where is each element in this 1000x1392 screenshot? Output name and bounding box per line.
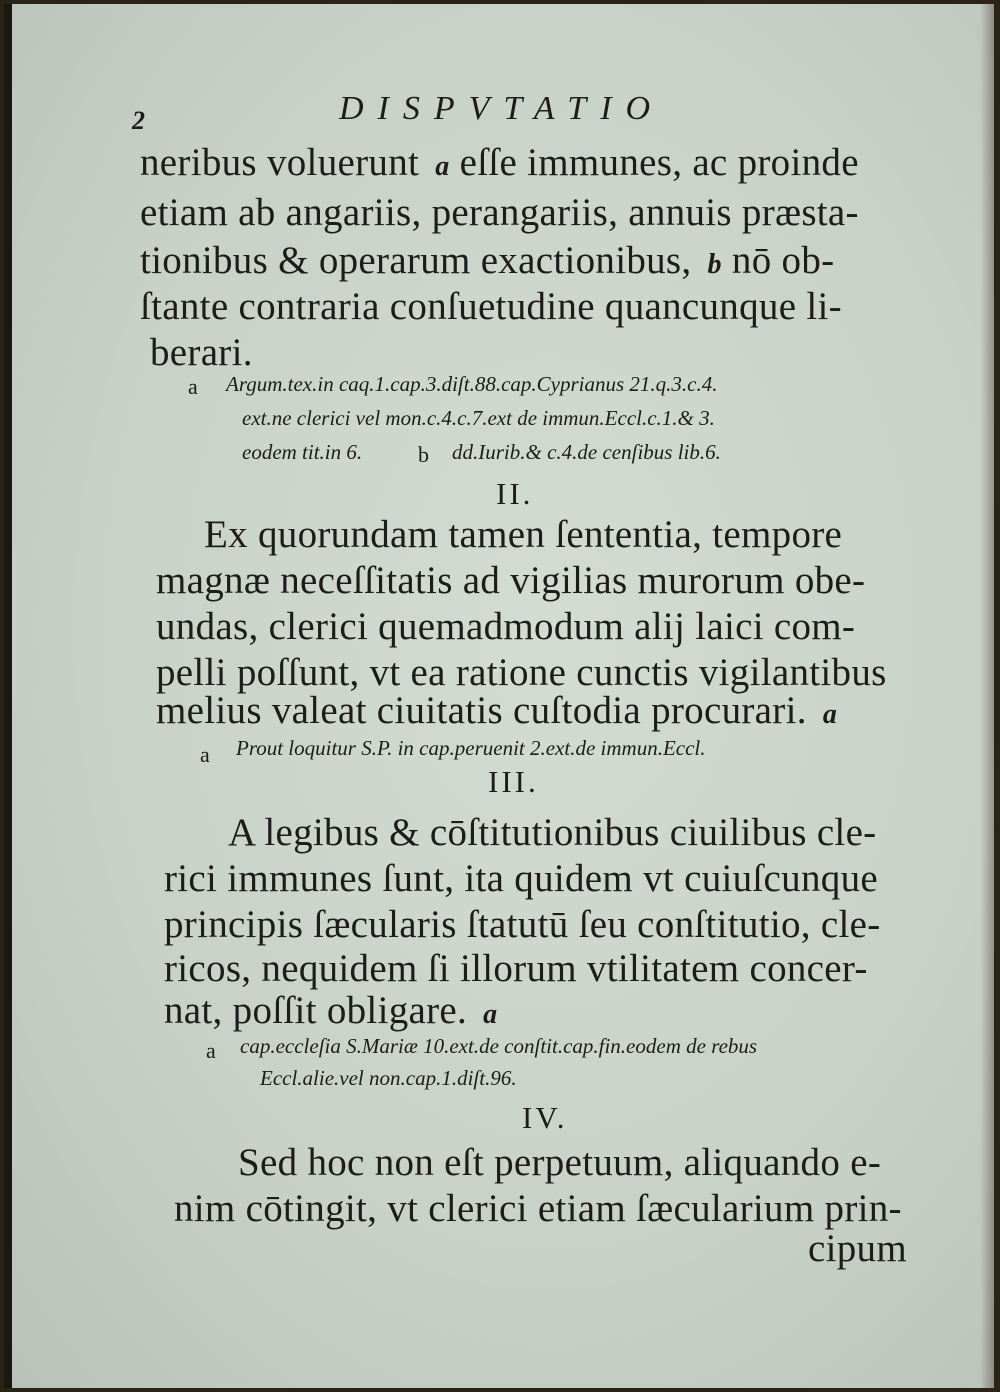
- body-line: tionibus & operarum exactionibus, b nō ob-: [140, 239, 835, 282]
- body-line: ſtante contraria conſuetudine quancunque li-: [140, 285, 842, 328]
- note-marker: b: [418, 442, 429, 467]
- body-line: nim cōtingit, vt clerici etiam ſæcularium prin-: [174, 1187, 902, 1230]
- body-line: berari.: [150, 331, 253, 374]
- body-line: rici immunes ſunt, ita quidem vt cuiuſcunque: [164, 857, 878, 900]
- footnote-line: eodem tit.in 6.: [242, 440, 363, 464]
- body-line: Ex quorundam tamen ſententia, tempore: [204, 513, 843, 556]
- body-line: magnæ neceſſitatis ad vigilias murorum obe-: [156, 559, 866, 602]
- catchword: cipum: [808, 1227, 907, 1270]
- body-line: nat, poſſit obligare. a: [164, 989, 498, 1032]
- footnote-ref: a: [822, 699, 838, 730]
- section-number: IV.: [522, 1100, 568, 1135]
- footnote-ref: a: [435, 151, 450, 182]
- page-edge-shadow: [980, 4, 994, 1388]
- note-marker: a: [206, 1038, 216, 1063]
- footnote-line: Eccl.alie.vel non.cap.1.diſt.96.: [260, 1066, 517, 1090]
- footnote-line: ext.ne clerici vel mon.c.4.c.7.ext de immun.Eccl.c.1.& 3.: [242, 406, 715, 430]
- footnote-line: Prout loquitur S.P. in cap.peruenit 2.ext.de immun.Eccl.: [236, 736, 706, 760]
- footnote-ref: a: [483, 999, 498, 1030]
- body-line: undas, clerici quemadmodum alij laici com-: [156, 605, 856, 648]
- note-marker: a: [200, 742, 210, 767]
- page-number: 2: [132, 106, 145, 135]
- running-head: DISPVTATIO: [339, 90, 665, 127]
- footnote-line: Argum.tex.in caq.1.cap.3.diſt.88.cap.Cyprianus 21.q.3.c.4.: [226, 372, 718, 396]
- note-marker: a: [188, 374, 198, 399]
- footnote-line: dd.Iurib.& c.4.de cenſibus lib.6.: [452, 440, 721, 464]
- body-line: pelli poſſunt, vt ea ratione cunctis vigilantibus: [156, 651, 887, 694]
- footnote-ref: b: [707, 249, 722, 280]
- body-line: principis ſæcularis ſtatutū ſeu conſtitutio, cle-: [164, 903, 881, 946]
- book-page: [4, 4, 994, 1388]
- footnote-line: cap.eccleſia S.Mariæ 10.ext.de conſtit.cap.fin.eodem de rebus: [240, 1034, 758, 1058]
- section-number: III.: [488, 764, 539, 799]
- binding-edge: [4, 4, 12, 1388]
- body-line: melius valeat ciuitatis cuſtodia procurari. a: [156, 689, 838, 732]
- body-line: ricos, nequidem ſi illorum vtilitatem concer-: [164, 947, 868, 990]
- section-number: II.: [496, 476, 534, 511]
- body-line: A legibus & cōſtitutionibus ciuilibus cle-: [228, 811, 877, 854]
- body-line: etiam ab angariis, perangariis, annuis præsta-: [140, 191, 859, 234]
- body-line: neribus voluerunt a eſſe immunes, ac proinde: [140, 141, 859, 184]
- body-line: Sed hoc non eſt perpetuum, aliquando e-: [238, 1141, 882, 1184]
